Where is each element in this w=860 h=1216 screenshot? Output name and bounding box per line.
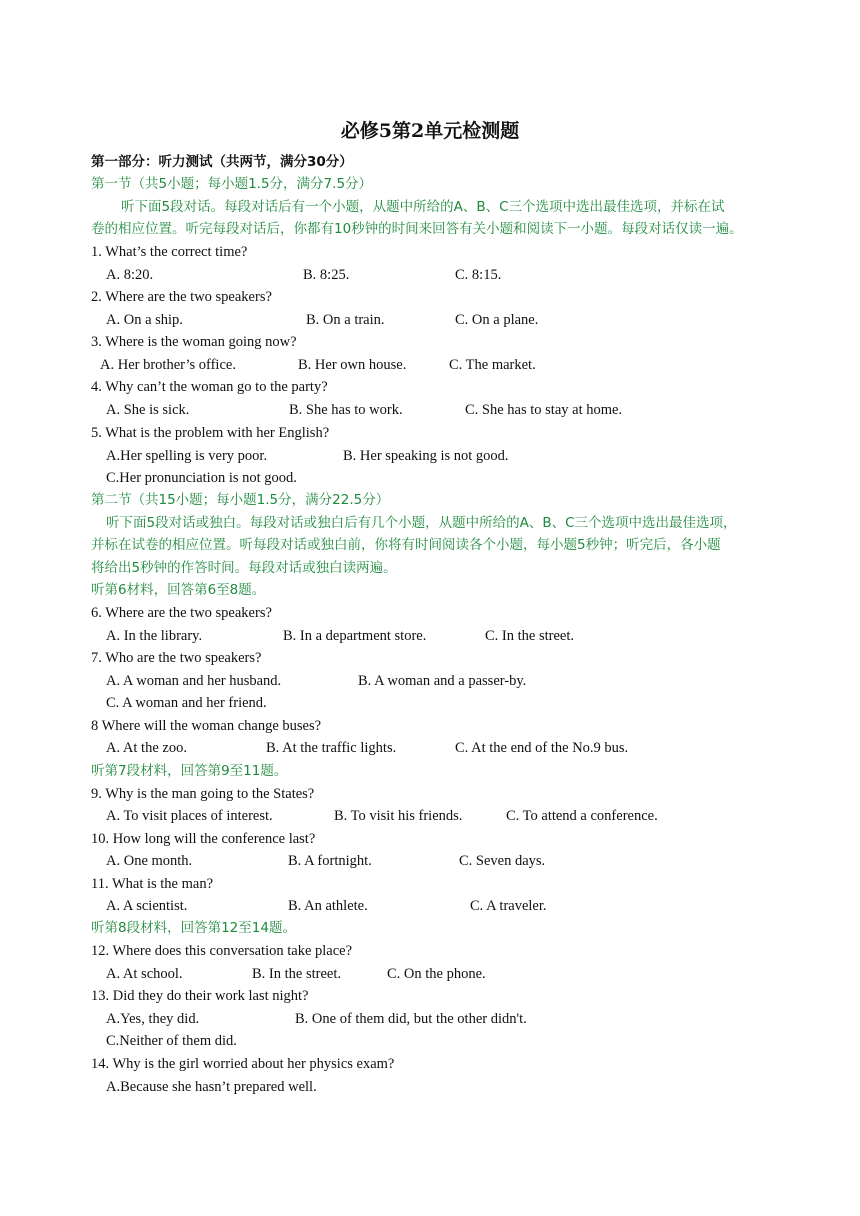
option-a: A.Yes, they did.: [106, 1011, 200, 1027]
section2-instructions: 听下面5段对话或独白。每段对话或独白后有几个小题，从题中所给的A、B、C三个选项中选出最佳选项，: [106, 515, 737, 531]
option-b: B. On a train.: [306, 312, 385, 328]
question: 3. Where is the woman going now?: [91, 334, 297, 350]
section1-instructions: 听下面5段对话。每段对话后有一个小题，从题中所给的A、B、C三个选项中选出最佳选项，并标在试: [121, 199, 725, 215]
question: 11. What is the man?: [91, 876, 214, 892]
material-heading: 听第7段材料，回答第9至11题。: [91, 763, 288, 779]
question: 7. Who are the two speakers?: [91, 650, 262, 666]
option-b: B. Her own house.: [298, 357, 407, 373]
option-a: A. To visit places of interest.: [106, 808, 273, 824]
option-c: C. On a plane.: [455, 312, 539, 328]
option-a: A. A scientist.: [106, 898, 188, 914]
option-a: A. On a ship.: [106, 312, 183, 328]
question: 12. Where does this conversation take place?: [91, 943, 353, 959]
section2-instructions: 将给出5秒钟的作答时间。每段对话或独白读两遍。: [91, 560, 397, 576]
question: 5. What is the problem with her English?: [91, 425, 330, 441]
section2-instructions: 并标在试卷的相应位置。听每段对话或独白前，你将有时间阅读各个小题，每小题5秒钟；听完后，各小题: [91, 537, 721, 553]
option-b: B. One of them did, but the other didn't.: [295, 1011, 527, 1027]
option-c: C. Seven days.: [459, 853, 546, 869]
question: 9. Why is the man going to the States?: [91, 786, 315, 802]
option-b: B. A fortnight.: [288, 853, 372, 869]
option-c: C. The market.: [449, 357, 536, 373]
question: 6. Where are the two speakers?: [91, 605, 272, 621]
option-a: A.Because she hasn’t prepared well.: [106, 1079, 317, 1095]
option-a: A. At school.: [106, 966, 183, 982]
question: 14. Why is the girl worried about her physics exam?: [91, 1056, 395, 1072]
option-c: C.Her pronunciation is not good.: [106, 470, 297, 486]
option-a: A. She is sick.: [106, 402, 190, 418]
option-a: A. Her brother’s office.: [100, 357, 236, 373]
option-c: C. A woman and her friend.: [106, 695, 267, 711]
option-a: A. A woman and her husband.: [106, 673, 282, 689]
option-c: C. At the end of the No.9 bus.: [455, 740, 629, 756]
option-b: B. In the street.: [252, 966, 341, 982]
option-b: B. She has to work.: [289, 402, 403, 418]
section1-instructions: 卷的相应位置。听完每段对话后，你都有10秒钟的时间来回答有关小题和阅读下一小题。每段对话仅读一遍。: [91, 221, 743, 237]
option-b: B. A woman and a passer-by.: [358, 673, 527, 689]
section1-heading: 第一节（共5小题；每小题1.5分，满分7.5分）: [91, 176, 373, 192]
option-b: B. At the traffic lights.: [266, 740, 397, 756]
option-c: C.Neither of them did.: [106, 1033, 237, 1049]
question: 10. How long will the conference last?: [91, 831, 316, 847]
option-a: A.Her spelling is very poor.: [106, 448, 268, 464]
question: 2. Where are the two speakers?: [91, 289, 272, 305]
option-b: B. An athlete.: [288, 898, 368, 914]
option-c: C. 8:15.: [455, 267, 502, 283]
option-c: C. On the phone.: [387, 966, 486, 982]
option-a: A. One month.: [106, 853, 193, 869]
section2-heading: 第二节（共15小题；每小题1.5分，满分22.5分）: [91, 492, 390, 508]
option-a: A. In the library.: [106, 628, 203, 644]
option-b: B. In a department store.: [283, 628, 427, 644]
page-title: 必修5第2单元检测题: [340, 120, 520, 142]
part-heading: 第一部分：听力测试（共两节，满分30分）: [91, 154, 353, 170]
option-c: C. In the street.: [485, 628, 574, 644]
material-heading: 听第6材料，回答第6至8题。: [91, 582, 266, 598]
question: 1. What’s the correct time?: [91, 244, 248, 260]
option-b: B. Her speaking is not good.: [343, 448, 509, 464]
option-b: B. 8:25.: [303, 267, 350, 283]
option-a: A. At the zoo.: [106, 740, 187, 756]
option-b: B. To visit his friends.: [334, 808, 463, 824]
question: 8 Where will the woman change buses?: [91, 718, 322, 734]
option-a: A. 8:20.: [106, 267, 154, 283]
material-heading: 听第8段材料，回答第12至14题。: [91, 920, 296, 936]
question: 13. Did they do their work last night?: [91, 988, 309, 1004]
option-c: C. To attend a conference.: [506, 808, 658, 824]
option-c: C. A traveler.: [470, 898, 547, 914]
question: 4. Why can’t the woman go to the party?: [91, 379, 328, 395]
option-c: C. She has to stay at home.: [465, 402, 623, 418]
